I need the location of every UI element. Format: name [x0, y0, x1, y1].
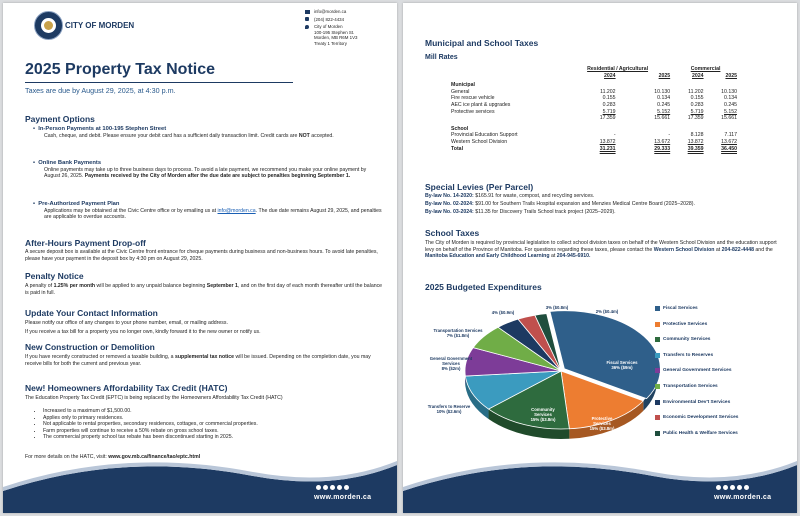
legend-label: Transfers to Reserves	[663, 352, 714, 358]
table-row	[449, 79, 739, 89]
pap-email-link[interactable]: info@morden.ca	[217, 207, 256, 214]
cell: 0.134	[724, 95, 737, 102]
footer-wave	[403, 451, 797, 513]
total-label: Total	[451, 145, 464, 152]
cell: 11.202	[688, 88, 704, 95]
school-text-2: at	[715, 246, 721, 253]
linkedin-icon[interactable]	[344, 485, 349, 490]
section-label: Municipal	[451, 82, 475, 89]
in-person-not: NOT	[298, 132, 310, 139]
legend-item	[655, 337, 710, 342]
subtotal-cell: 15.661	[721, 115, 737, 122]
levies-heading: Special Levies (Per Parcel)	[425, 182, 534, 192]
address-line: 100-195 Stephen St.	[314, 29, 355, 35]
notice-subtitle: Taxes are due by August 29, 2025, at 4:30 p.m.	[25, 86, 176, 95]
levy-text: $165.91 for waste, compost, and recycling services.	[475, 193, 595, 199]
table-row	[449, 89, 739, 96]
penalty-text	[25, 283, 383, 296]
mill-rates-heading: Mill Rates	[425, 54, 458, 61]
cell: 0.245	[657, 101, 671, 108]
school-text-4: at	[550, 253, 556, 260]
bylaw-number: By-law No. 02-2024:	[425, 201, 474, 208]
update-contact-text	[25, 320, 383, 335]
slice-label-general-government: General Government Services 8% ($2m)	[429, 356, 473, 372]
bylaw-number: By-law No. 03-2024:	[425, 209, 474, 216]
legend-swatch	[655, 400, 660, 405]
school-division-phone[interactable]: 204-822-4448	[721, 246, 754, 253]
legend-label: Transportation Services	[663, 384, 718, 389]
legend-item	[655, 415, 738, 420]
tax-notice-page-2	[403, 3, 797, 513]
pap-text: Applications may be obtained at the Civic Centre office or by emailing us at	[44, 207, 217, 214]
contact-block	[305, 9, 357, 47]
row-label: Protective services	[451, 108, 495, 115]
table-row	[449, 73, 739, 80]
cell: -	[613, 132, 616, 139]
bylaw-number: By-law No. 14-2020:	[425, 193, 474, 199]
table-row	[449, 139, 739, 146]
facebook-icon[interactable]	[716, 485, 721, 490]
contact-email[interactable]: info@morden.ca	[314, 9, 347, 14]
row-label: Western School Division	[451, 138, 508, 145]
legend-swatch	[655, 337, 660, 342]
construction-heading: New Construction or Demolition	[25, 342, 155, 352]
linkedin-icon[interactable]	[744, 485, 749, 490]
online-option	[33, 160, 383, 180]
legend-item	[655, 384, 718, 389]
legend-label: Fiscal Services	[663, 306, 698, 311]
mill-rates-table	[449, 66, 739, 152]
address-line: Treaty 1 Territory	[314, 40, 347, 46]
col-group-commercial: Commercial	[690, 66, 721, 72]
cell: 0.155	[602, 95, 616, 102]
slice-label-protective: Protective Services 15% ($3.8m)	[589, 416, 615, 432]
table-row	[449, 122, 739, 133]
footer-url[interactable]: www.morden.ca	[314, 494, 372, 501]
slice-label-environmental: 4% ($0.9m)	[491, 310, 515, 315]
subtotal-cell: 15.661	[654, 115, 671, 122]
taxes-heading: Municipal and School Taxes	[425, 38, 539, 48]
school-taxes-heading: School Taxes	[425, 228, 480, 238]
in-person-title: In-Person Payments at 100-195 Stephen Street	[38, 126, 167, 132]
update-contact-line-1: Please notify our office of any changes to your phone number, email, or mailing address.	[25, 320, 228, 326]
year-header: 2025	[658, 72, 671, 79]
cell: 13.872	[687, 138, 704, 145]
footer-url[interactable]: www.morden.ca	[714, 494, 772, 501]
table-row	[449, 132, 739, 139]
cell: 0.283	[690, 101, 704, 108]
list-item	[425, 201, 785, 208]
legend-item	[655, 400, 730, 405]
penalty-heading: Penalty Notice	[25, 271, 84, 281]
list-item: • Applies only to primary residences.	[43, 415, 393, 422]
hatc-more-link[interactable]: www.gov.mb.ca/finance/tao/eptc.html	[108, 454, 201, 460]
pap-title: Pre-Authorized Payment Plan	[38, 201, 120, 207]
chart-title: 2025 Budgeted Expenditures	[425, 282, 542, 292]
cell: 13.672	[654, 138, 671, 145]
cell: 0.283	[602, 101, 616, 108]
total-cell: 29.333	[654, 145, 671, 152]
social-icons	[316, 485, 349, 490]
payment-options-heading: Payment Options	[25, 114, 95, 124]
title-divider	[25, 82, 293, 83]
cell: 5.152	[657, 108, 671, 115]
after-hours-heading: After-Hours Payment Drop-off	[25, 238, 146, 248]
x-icon[interactable]	[330, 485, 335, 490]
budget-pie-chart	[403, 293, 797, 463]
youtube-icon[interactable]	[337, 485, 342, 490]
cell: 10.130	[654, 88, 671, 95]
row-label: General	[451, 88, 470, 95]
hatc-heading: New! Homeowners Affordability Tax Credit (HATC)	[25, 383, 228, 393]
slice-label-public-health: 2% ($0.4m)	[595, 309, 619, 314]
list-item: • The commercial property school tax rebate has been discontinued starting in 2025.	[43, 434, 393, 441]
bullet-icon: •	[33, 201, 36, 207]
school-text-3: and the	[755, 246, 773, 253]
address-line: City of Morden	[314, 24, 343, 30]
update-contact-heading: Update Your Contact Information	[25, 308, 158, 318]
school-text-1: The City of Morden is required by provincial legislation to collect school division taxes on behalf of the Western School Division and the education support levy on behalf of the Province of Manitoba. For questions regarding these taxes, please contact the	[425, 240, 777, 253]
bullet-icon: •	[33, 126, 36, 132]
levies-list	[425, 193, 785, 216]
youtube-icon[interactable]	[737, 485, 742, 490]
table-row	[449, 102, 739, 109]
legend-swatch	[655, 322, 660, 327]
cell: -	[668, 132, 671, 139]
cell: 13.672	[721, 138, 737, 145]
penalty-date: September 1	[206, 283, 238, 289]
year-header: 2025	[725, 72, 737, 79]
slice-label-community: Community Services 15% ($3.8m)	[530, 407, 556, 423]
school-taxes-text	[425, 240, 781, 260]
construction-text	[25, 354, 383, 367]
legend-swatch	[655, 384, 660, 389]
legend-swatch	[655, 353, 660, 358]
row-label: Fire rescue vehicle	[451, 95, 495, 102]
cell: 13.872	[599, 138, 616, 145]
cell: 8.128	[690, 132, 704, 139]
facebook-icon[interactable]	[316, 485, 321, 490]
instagram-icon[interactable]	[323, 485, 328, 490]
legend-label: Protective Services	[663, 321, 708, 327]
list-item	[425, 209, 785, 216]
legend-item	[655, 353, 713, 358]
legend-item	[655, 322, 707, 327]
levy-text: $11.35 for Discovery Trails School track project (2025–2029).	[475, 209, 616, 216]
pap-text-end: . The due date remains August 29, 2025, and penalties are applicable to overdue accounts.	[44, 207, 382, 221]
location-icon	[305, 25, 309, 29]
social-icons	[716, 485, 749, 490]
hatc-bullets	[29, 408, 393, 441]
tax-notice-page-1	[3, 3, 397, 513]
slice-label-transportation: Transportation Services 7% ($1.8m)	[433, 328, 483, 339]
in-person-option	[33, 126, 383, 139]
table-row	[449, 146, 739, 153]
pap-option	[33, 201, 383, 221]
legend-item	[655, 306, 698, 311]
construction-text-1: If you have recently constructed or removed a taxable building, a	[25, 354, 174, 360]
list-item	[425, 193, 785, 200]
year-header: 2024	[692, 72, 704, 79]
legend-swatch	[655, 306, 660, 311]
slice-label-transfers: Transfers to Reserve 10% ($2.6m)	[427, 404, 471, 415]
list-item: • Increased to a maximum of $1,500.00.	[43, 408, 393, 415]
row-label: Provincial Education Support	[451, 132, 518, 139]
legend-swatch	[655, 368, 660, 373]
col-group-residential: Residential / Agricultural	[587, 66, 649, 72]
contact-phone[interactable]: (204) 822-4434	[314, 16, 345, 22]
hatc-more-text: For more details on the HATC, visit:	[25, 454, 107, 460]
city-seal-logo	[34, 11, 63, 40]
table-row	[449, 109, 739, 116]
subtotal-cell: 17.359	[599, 115, 616, 122]
hatc-intro: The Education Property Tax Credit (EPTC) is being replaced by the Homeowners Affordability Tax Credit (HATC)	[25, 395, 283, 401]
notice-title: 2025 Property Tax Notice	[25, 61, 216, 78]
penalty-rate: 1.25% per month	[53, 283, 96, 289]
in-person-end: accepted.	[311, 132, 334, 139]
table-row	[449, 115, 739, 122]
legend-label: Community Services	[663, 337, 711, 343]
levy-text: $91.00 for Southern Trails Hospital expansion and Menzies Medical Centre Board (2025–2028).	[475, 201, 695, 208]
cell: 0.155	[690, 95, 704, 102]
legend-label: Economic Development Services	[663, 415, 739, 421]
total-cell: 36.450	[721, 145, 737, 152]
online-text: Online payments may take up to three business days to process. To avoid a late payment, we recommend you make your online payment by August 26, 2025.	[44, 166, 367, 180]
online-bold: Payments received by the City of Morden after the due date are subject to penalties beginning September 1.	[84, 173, 351, 180]
cell: 5.719	[602, 108, 616, 115]
legend-label: General Government Services	[663, 368, 732, 374]
legend-item	[655, 431, 738, 436]
row-label: AEC ice plant & upgrades	[451, 101, 511, 108]
address-line: Morden, MB R6M 1V3	[314, 35, 358, 41]
list-item: • Not applicable to rental properties, secondary residences, cottages, or commercial properties.	[43, 421, 393, 428]
penalty-text-1: A penalty of	[25, 283, 53, 289]
legend-item	[655, 368, 732, 373]
cell: 5.152	[724, 108, 737, 115]
bullet-icon: •	[33, 160, 36, 166]
logo-text: CITY OF MORDEN	[65, 21, 135, 30]
online-title: Online Bank Payments	[38, 160, 102, 166]
slice-label-fiscal: Fiscal Services 36% ($9m)	[606, 360, 638, 371]
in-person-text: Cash, cheque, and debit. Please ensure your debit card has a sufficient daily transaction limit. Credit cards are	[44, 132, 298, 139]
cell: 7.117	[724, 132, 737, 139]
total-cell: 31.231	[599, 145, 616, 152]
table-row	[449, 95, 739, 102]
phone-icon	[305, 17, 309, 21]
list-item: • Farm properties will continue to receive a 50% rebate on gross school taxes.	[43, 428, 393, 435]
year-header: 2024	[604, 72, 616, 79]
legend-swatch	[655, 415, 660, 420]
cell: 5.719	[690, 108, 704, 115]
cell: 0.134	[657, 95, 671, 102]
legend-label: Public Health & Welfare Services	[663, 430, 738, 436]
after-hours-text: A secure deposit box is available at the Civic Centre front entrance for cheque payments during business and non-business hours. To avoid late penalties, please have your payment in the deposit box by 4:30 pm on August 29, 2025.	[25, 249, 378, 262]
penalty-text-2: will be applied to any unpaid balance beginning	[96, 283, 206, 289]
legend-label: Environmental Dev't Services	[663, 399, 731, 405]
subtotal-cell: 17.359	[687, 115, 704, 122]
email-icon	[305, 10, 310, 14]
slice-label-economic: 3% ($0.8m)	[545, 305, 569, 310]
x-icon[interactable]	[730, 485, 735, 490]
table-row	[449, 66, 739, 73]
penalty-text-3: , and on the first day of each month thereafter until the balance is paid in full.	[25, 283, 383, 296]
cell: 10.130	[721, 88, 737, 95]
school-division-name: Western School Division	[653, 246, 715, 253]
province-dept-phone[interactable]: 204-945-6910.	[556, 253, 591, 260]
province-dept-name: Manitoba Education and Early Childhood Learning	[425, 253, 550, 260]
construction-bold: supplemental tax notice	[174, 354, 235, 360]
update-contact-line-2: If you receive a tax bill for a property you no longer own, kindly forward it to the new owner or notify us.	[25, 328, 261, 335]
construction-text-2: will be issued. Depending on the completion date, you may receive bills for both the current and previous year.	[25, 354, 371, 367]
instagram-icon[interactable]	[723, 485, 728, 490]
cell: 0.245	[724, 101, 737, 108]
cell: 11.202	[600, 88, 616, 95]
footer-wave	[3, 451, 397, 513]
legend-swatch	[655, 431, 660, 436]
total-cell: 39.359	[687, 145, 704, 152]
section-label: School	[451, 125, 469, 132]
